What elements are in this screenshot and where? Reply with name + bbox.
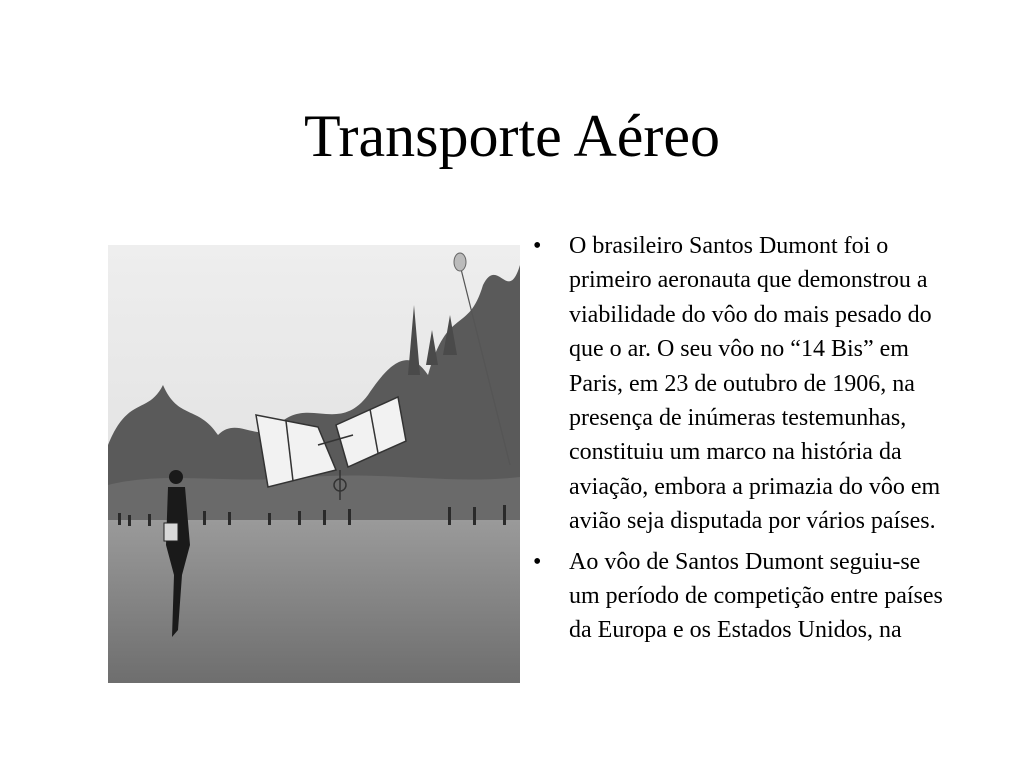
bullet-item xyxy=(533,229,943,539)
slide-title: Transporte Aéreo xyxy=(303,103,721,169)
bullet-symbol: • xyxy=(533,233,542,259)
bullet-item xyxy=(533,545,943,648)
bullet-symbol: • xyxy=(533,548,542,575)
bullet-text: O brasileiro Santos Dumont foi o primeiro aeronauta que demonstrou a viabilidade do vôo do mais pesado do que o ar. O seu vôo no “14 Bis” em Paris, em 23 de outubro de 1906, na presença de inúmeras testemunhas, constituiu um marco na história da aviação, embora a primazia do vôo em avião seja disputada por vários países. xyxy=(569,233,941,535)
bullet-list xyxy=(533,229,943,654)
bullet-text: Ao vôo de Santos Dumont seguiu-se um período de competição entre países da Europa e os Estados Unidos, na xyxy=(569,548,943,644)
photo-14-bis-flight xyxy=(108,245,520,683)
